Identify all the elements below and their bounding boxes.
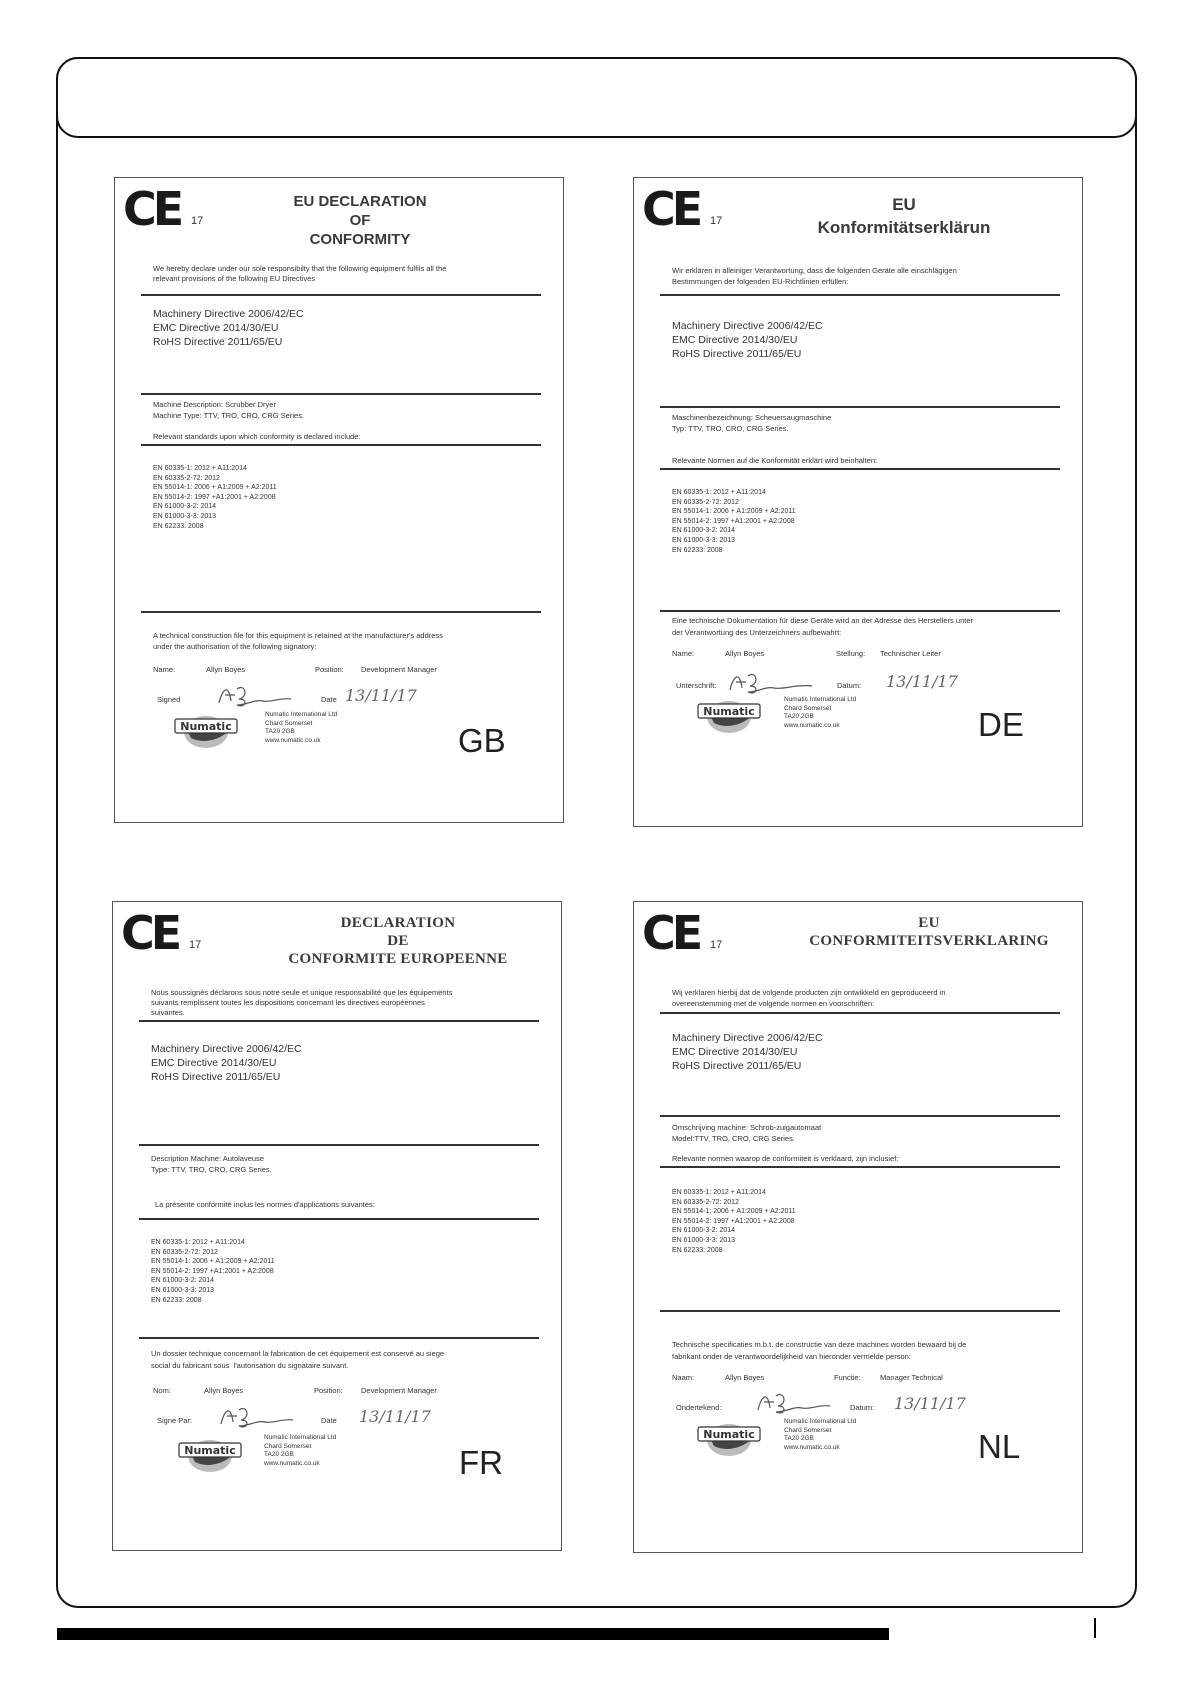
date-label: Datum: xyxy=(850,1403,875,1412)
directive: Machinery Directive 2006/42/EC xyxy=(672,320,823,332)
signature-icon xyxy=(215,683,295,709)
certificate-nl xyxy=(633,901,1083,1553)
divider xyxy=(141,444,541,446)
ce-mark-icon: CE xyxy=(642,182,700,236)
standard: EN 55014-1: 2006 + A1:2009 + A2:2011 xyxy=(672,1208,796,1216)
signed-label: Ondertekend: xyxy=(676,1403,722,1412)
machine-type: Typ: TTV, TRO, CRO, CRG Series. xyxy=(672,424,789,433)
footer-bar xyxy=(57,1628,889,1640)
machine-description: Machine Description: Scrubber Dryer xyxy=(153,400,276,409)
ce-mark-icon: CE xyxy=(642,906,700,960)
numatic-logo-icon xyxy=(177,1434,243,1474)
directive: EMC Directive 2014/30/EU xyxy=(153,322,279,334)
numatic-logo-icon xyxy=(696,1418,762,1458)
directive: RoHS Directive 2011/65/EU xyxy=(672,348,802,360)
standard: EN 60335-1: 2012 + A11:2014 xyxy=(672,1189,766,1196)
technical-file: der Verantwortung des Unterzeichners aufbewahrt: xyxy=(672,628,842,637)
logo-text: Numatic xyxy=(703,1428,755,1441)
divider xyxy=(660,610,1060,612)
title-line: EU xyxy=(918,915,940,931)
intro-line: suivantes. xyxy=(151,1008,185,1017)
certificate-title xyxy=(285,192,435,249)
standard: EN 55014-1: 2006 + A1:2009 + A2:2011 xyxy=(672,508,796,516)
address-line: Numatic International Ltd xyxy=(784,1418,857,1425)
certificate-title xyxy=(784,193,1024,239)
signed-label: Signed xyxy=(157,695,181,704)
standard: EN 62233: 2008 xyxy=(153,522,204,530)
standard: EN 55014-2: 1997 +A1:2001 + A2:2008 xyxy=(672,517,795,525)
standard: EN 62233: 2008 xyxy=(672,1246,723,1254)
machine-description: Omschrijving machine: Schrob-zuigautomaat xyxy=(672,1123,822,1132)
ce-number: 17 xyxy=(191,215,204,227)
intro-line: Wij verklaren hierbij dat de volgende producten zijn ontwikkeld en geproduceerd in xyxy=(672,988,946,997)
address-line: www.numatic.co.uk xyxy=(264,1459,320,1467)
position-label: Functie: xyxy=(834,1373,861,1382)
divider xyxy=(660,1310,1060,1312)
standard: EN 61000-3-3: 2013 xyxy=(672,1237,736,1244)
position-value: Development Manager xyxy=(361,1386,437,1395)
standard: EN 61000-3-2: 2014 xyxy=(672,1227,736,1235)
logo-text: Numatic xyxy=(703,705,755,718)
divider xyxy=(141,611,541,613)
name-label: Naam: xyxy=(672,1373,695,1382)
standard: EN 61000-3-3: 2013 xyxy=(672,537,736,544)
standard: EN 60335-2-72: 2012 xyxy=(672,1198,739,1206)
certificate-gb xyxy=(114,177,564,823)
technical-file: Un dossier technique concernant la fabrication de cet équipement est conservé au siege xyxy=(151,1349,445,1358)
machine-type: Model:TTV, TRO, CRO, CRG Series. xyxy=(672,1134,795,1143)
name-value: Allyn Boyes xyxy=(725,649,765,658)
standards-intro: La présente conformité inclus les normes d'applications suivantes: xyxy=(155,1200,375,1209)
machine-description: Maschinenbezeichnung: Scheuersaugmaschine xyxy=(672,413,832,422)
name-label: Name: xyxy=(153,665,176,674)
date-label: Datum: xyxy=(837,681,862,690)
numatic-logo-icon xyxy=(696,695,762,735)
technical-file: Eine technische Dokumentation für diese Geräte wird an der Adresse des Herstellers unter xyxy=(672,616,973,625)
address-line: Numatic International Ltd xyxy=(784,696,857,703)
standard: EN 55014-2: 1997 +A1:2001 + A2:2008 xyxy=(151,1267,274,1275)
divider xyxy=(139,1337,539,1339)
position-label: Stellung: xyxy=(836,649,866,658)
standard: EN 60335-1: 2012 + A11:2014 xyxy=(153,465,247,472)
address-line: Chard Somerset xyxy=(784,1426,832,1434)
signed-label: Signe Par: xyxy=(157,1416,193,1425)
machine-type: Type: TTV, TRO, CRO, CRG Series. xyxy=(151,1165,272,1174)
title-line: CONFORMITEITSVERKLARING xyxy=(809,933,1049,949)
name-label: Name: xyxy=(672,649,695,658)
divider xyxy=(660,294,1060,296)
title-line: EU DECLARATION xyxy=(293,193,427,210)
technical-file: social du fabricant sous l'autorisation du signataire suivant. xyxy=(151,1361,349,1370)
standards-intro: Relevant standards upon which conformity is declared include: xyxy=(153,432,361,441)
name-value: Allyn Boyes xyxy=(204,1386,244,1395)
divider xyxy=(660,1166,1060,1168)
address-line: Numatic International Ltd xyxy=(265,711,338,718)
directive: Machinery Directive 2006/42/EC xyxy=(151,1043,302,1055)
position-label: Position: xyxy=(314,1386,343,1395)
address-line: Chard Somerset xyxy=(264,1442,312,1450)
language-code: FR xyxy=(459,1444,503,1481)
divider xyxy=(660,468,1060,470)
ce-number: 17 xyxy=(710,215,723,227)
position-value: Technischer Leiter xyxy=(880,649,941,658)
directive: EMC Directive 2014/30/EU xyxy=(672,1046,798,1058)
date-label: Date xyxy=(321,1416,337,1425)
divider xyxy=(141,393,541,395)
divider xyxy=(139,1020,539,1022)
title-line: Konformitätserklärun xyxy=(817,218,991,237)
signature-icon xyxy=(754,1390,834,1416)
title-line: DECLARATION xyxy=(340,915,456,931)
intro-line: Bestimmungen der folgenden EU-Richtlinien erfüllen: xyxy=(672,277,849,286)
standard: EN 60335-1: 2012 + A11:2014 xyxy=(151,1239,245,1246)
address-line: Chard Somerset xyxy=(784,704,832,712)
certificate-title xyxy=(273,914,523,968)
address-line: www.numatic.co.uk xyxy=(265,736,321,744)
standard: EN 55014-1: 2006 + A1:2009 + A2:2011 xyxy=(153,484,277,492)
divider xyxy=(660,1012,1060,1014)
position-value: Development Manager xyxy=(361,665,437,674)
header-band xyxy=(56,57,1137,138)
standard: EN 61000-3-2: 2014 xyxy=(151,1277,215,1285)
address-line: Numatic International Ltd xyxy=(264,1434,337,1441)
date-value: 13/11/17 xyxy=(894,1394,966,1413)
address-line: www.numatic.co.uk xyxy=(784,1443,840,1451)
standard: EN 60335-2-72: 2012 xyxy=(151,1248,218,1256)
manufacturer-address xyxy=(784,1418,856,1452)
language-code: GB xyxy=(458,722,506,759)
signature-icon xyxy=(217,1404,297,1430)
language-code: NL xyxy=(978,1428,1021,1465)
ce-mark-icon: CE xyxy=(121,906,179,960)
standard: EN 61000-3-2: 2014 xyxy=(672,527,736,535)
standard: EN 61000-3-2: 2014 xyxy=(153,503,217,511)
title-line: OF xyxy=(349,212,371,229)
ce-mark-icon: CE xyxy=(123,182,181,236)
intro-line: suivants remplissent toutes les dispositions concernant les directives européennes xyxy=(151,998,425,1007)
certificate-fr xyxy=(112,901,562,1551)
signature-icon xyxy=(726,670,816,696)
intro-line: overeenstemming met de volgende normen en voorschriften: xyxy=(672,999,875,1008)
technical-file: A technical construction file for this equipment is retained at the manufacturer's address xyxy=(153,631,443,640)
standard: EN 60335-2-72: 2012 xyxy=(672,498,739,506)
signed-label: Unterschrift: xyxy=(676,681,717,690)
intro-line: Wir erklären in alleiniger Verantwortung, dass die folgenden Geräte alle einschlägigen xyxy=(672,266,957,275)
address-line: www.numatic.co.uk xyxy=(784,721,840,729)
standard: EN 60335-2-72: 2012 xyxy=(153,474,220,482)
standards-intro: Relevante Normen auf die Konformität erklärt wird beinhalten: xyxy=(672,456,878,465)
standard: EN 61000-3-3: 2013 xyxy=(153,513,217,520)
standard: EN 55014-2: 1997 +A1:2001 + A2:2008 xyxy=(672,1217,795,1225)
standard: EN 62233: 2008 xyxy=(151,1296,202,1304)
machine-type: Machine Type: TTV, TRO, CRO, CRG Series. xyxy=(153,411,305,420)
title-line: CONFORMITE EUROPEENNE xyxy=(288,951,508,967)
name-label: Nom: xyxy=(153,1386,171,1395)
ce-number: 17 xyxy=(710,939,723,951)
directive: RoHS Directive 2011/65/EU xyxy=(672,1060,802,1072)
directive: RoHS Directive 2011/65/EU xyxy=(151,1071,281,1083)
title-line: CONFORMITY xyxy=(309,231,411,248)
name-value: Allyn Boyes xyxy=(206,665,246,674)
certificate-title xyxy=(794,914,1064,950)
directive: RoHS Directive 2011/65/EU xyxy=(153,336,283,348)
page-number-divider xyxy=(1094,1618,1096,1638)
intro-line: Nous soussignés déclarons sous notre seule et unique responsabilité que les équipements xyxy=(151,988,453,997)
divider xyxy=(139,1144,539,1146)
standard: EN 61000-3-3: 2013 xyxy=(151,1287,215,1294)
title-line: DE xyxy=(387,933,409,949)
manufacturer-address xyxy=(265,711,337,745)
address-line: TA20 2GB xyxy=(784,713,814,720)
name-value: Allyn Boyes xyxy=(725,1373,765,1382)
date-value: 13/11/17 xyxy=(359,1407,431,1426)
logo-text: Numatic xyxy=(184,1444,236,1457)
directive: Machinery Directive 2006/42/EC xyxy=(672,1032,823,1044)
numatic-logo-icon xyxy=(173,710,239,750)
address-line: TA20 2GB xyxy=(784,1435,814,1442)
machine-description: Description Machine: Autolaveuse xyxy=(151,1154,264,1163)
standard: EN 60335-1: 2012 + A11:2014 xyxy=(672,489,766,496)
logo-text: Numatic xyxy=(180,720,232,733)
standard: EN 62233: 2008 xyxy=(672,546,723,554)
directive: EMC Directive 2014/30/EU xyxy=(151,1057,277,1069)
technical-file: Technische specificaties m.b.t. de constructie van deze machines worden bewaard bij de xyxy=(672,1340,967,1349)
date-label: Date xyxy=(321,695,337,704)
date-value: 13/11/17 xyxy=(886,672,958,691)
technical-file: under the authorisation of the following signatory: xyxy=(153,642,317,651)
address-line: TA20 2GB xyxy=(265,728,295,735)
directive: EMC Directive 2014/30/EU xyxy=(672,334,798,346)
intro-line: relevant provisions of the following EU Directives xyxy=(153,274,316,283)
ce-number: 17 xyxy=(189,939,202,951)
standard: EN 55014-2: 1997 +A1:2001 + A2:2008 xyxy=(153,493,276,501)
divider xyxy=(141,294,541,296)
technical-file: fabrikant onder de verantwoordelijkheid van hieronder vermelde person: xyxy=(672,1352,911,1361)
standard: EN 55014-1: 2006 + A1:2009 + A2:2011 xyxy=(151,1258,275,1266)
position-label: Position: xyxy=(315,665,344,674)
title-line: EU xyxy=(892,195,916,214)
divider xyxy=(660,1115,1060,1117)
date-value: 13/11/17 xyxy=(345,686,417,705)
standards-intro: Relevante normen waarop de conformiteit is verklaard, zijn inclusief: xyxy=(672,1154,899,1163)
language-code: DE xyxy=(978,706,1024,743)
certificate-de xyxy=(633,177,1083,827)
manufacturer-address xyxy=(784,696,856,730)
address-line: TA20 2GB xyxy=(264,1451,294,1458)
address-line: Chard Somerset xyxy=(265,719,313,727)
divider xyxy=(139,1218,539,1220)
intro-line: We hereby declare under our sole responsibilty that the following equipment fulfils all the xyxy=(153,264,447,273)
manufacturer-address xyxy=(264,1434,336,1468)
position-value: Manager Technical xyxy=(880,1373,943,1382)
directive: Machinery Directive 2006/42/EC xyxy=(153,308,304,320)
divider xyxy=(660,406,1060,408)
